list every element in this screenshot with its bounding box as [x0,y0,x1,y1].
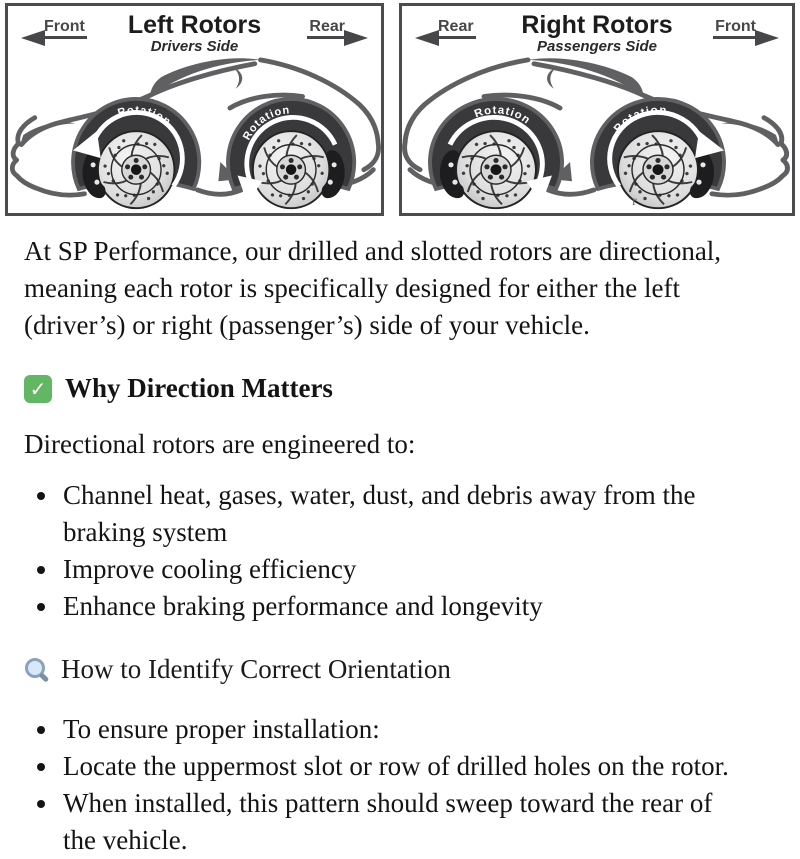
rotor-direction-diagram [0,0,800,220]
right-rotors-panel [399,3,795,216]
list-item: • Improve cooling efficiency [60,551,740,588]
check-icon [24,375,52,403]
list-item: • To ensure proper installation: [60,711,740,748]
panel-title: Left Rotors [127,11,262,39]
section-how-to-identify [24,654,776,685]
why-lead-paragraph: Directional rotors are engineered to: [24,429,416,459]
panel-title: Right Rotors [521,11,673,39]
rear-direction-label: Rear [307,19,368,39]
front-direction-label: Front [713,19,779,39]
list-item: • Locate the uppermost slot or row of drilled holes on the rotor. [60,748,740,785]
front-direction-label: Front [21,19,87,39]
list-item: • When installed, this pattern should sweep toward the rear of the vehicle. [60,785,740,859]
panel-subtitle: Drivers Side [150,38,239,56]
magnifier-icon [24,656,51,683]
section-title: How to Identify Correct Orientation [61,654,451,684]
why-bullet-list [24,477,776,625]
rotor-article [0,233,800,859]
rotation-label: Rotation [611,104,668,135]
rotation-label: Rotation [472,104,533,127]
section-title: Why Direction Matters [65,373,333,403]
list-item: • Channel heat, gases, water, dust, and debris away from the braking system [60,477,740,551]
rotation-label: Rotation [116,104,174,129]
intro-paragraph: At SP Performance, our drilled and slotted rotors are directional, meaning each rotor is specifically designed for either the left (driver’s) or right (passenger’s) side of your vehicle. [24,236,722,340]
list-item: • Enhance braking performance and longevity [60,588,740,625]
how-bullet-list [24,711,776,859]
left-rotors-panel [5,3,384,216]
panel-subtitle: Passengers Side [536,38,658,56]
rotation-label: Rotation [240,104,291,143]
stray-mark: r [632,194,637,209]
rear-direction-label: Rear [415,19,476,39]
section-why-direction-matters [24,373,776,404]
